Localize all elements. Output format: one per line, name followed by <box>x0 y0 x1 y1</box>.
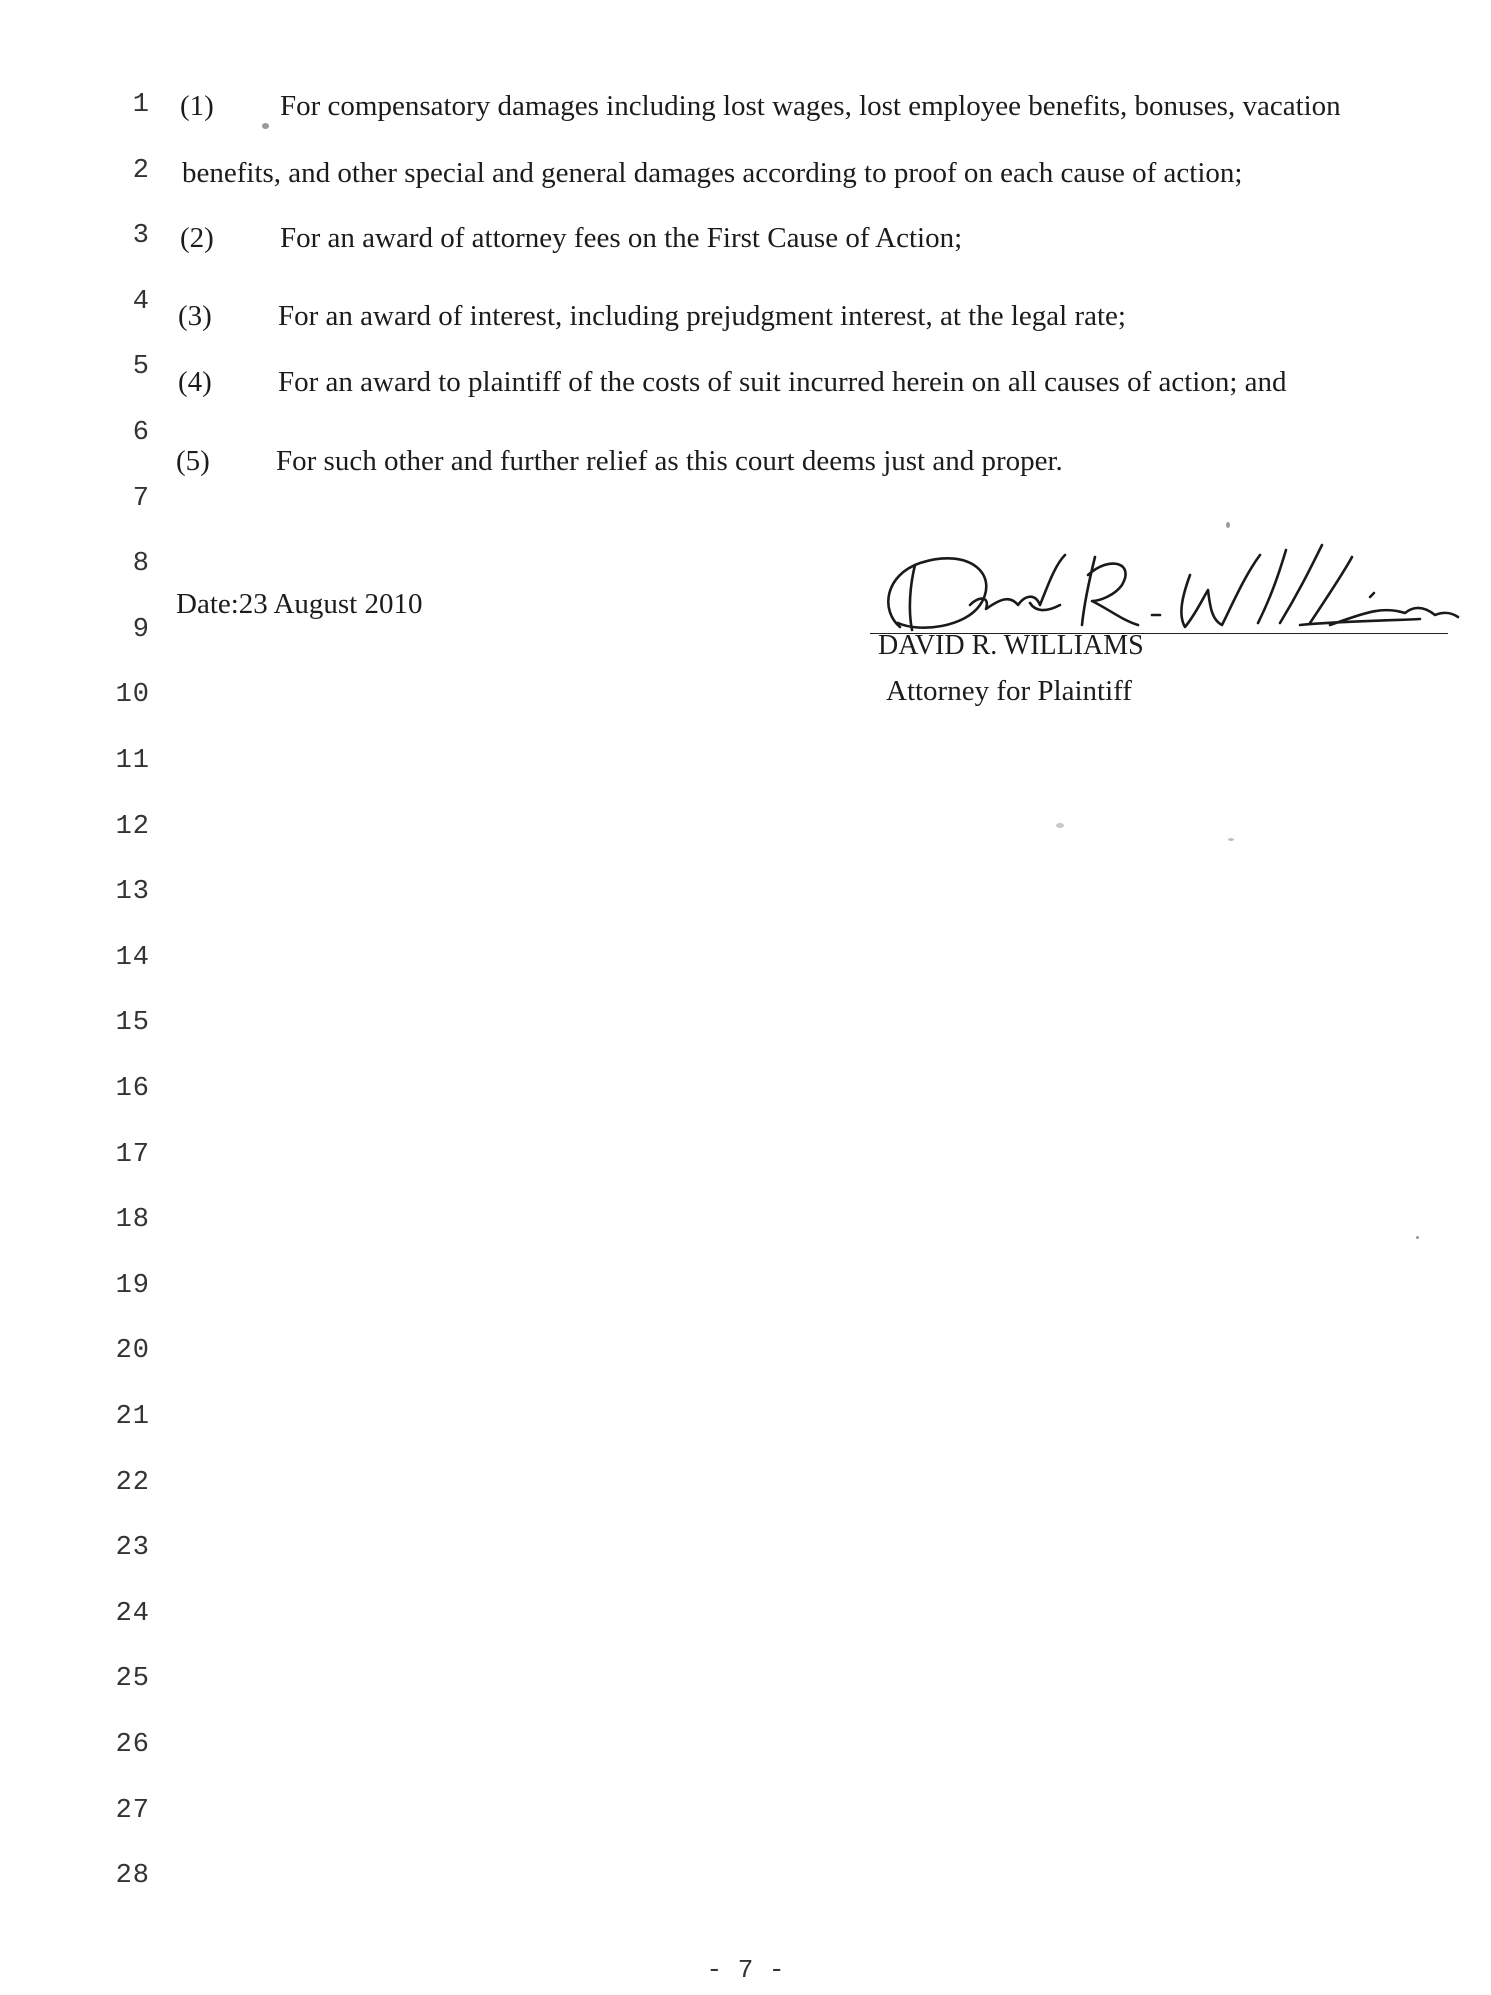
line-number: 11 <box>115 746 150 776</box>
line-number: 15 <box>115 1008 150 1038</box>
line-number: 23 <box>115 1533 150 1563</box>
prayer-item-number: (3) <box>178 300 212 332</box>
line-number: 6 <box>132 418 150 448</box>
line-number: 16 <box>115 1074 150 1104</box>
prayer-item-text: For an award of attorney fees on the First Cause of Action; <box>280 222 963 254</box>
signature-date: Date:23 August 2010 <box>176 588 423 620</box>
line-number: 22 <box>115 1468 150 1498</box>
scan-speck <box>1228 838 1234 841</box>
prayer-item-text: For an award of interest, including prejudgment interest, at the legal rate; <box>278 300 1126 332</box>
line-number: 7 <box>132 484 150 514</box>
prayer-item-number: (2) <box>180 222 214 254</box>
line-number: 25 <box>115 1664 150 1694</box>
line-number: 24 <box>115 1599 150 1629</box>
line-number: 18 <box>115 1205 150 1235</box>
prayer-item-text: For such other and further relief as this court deems just and proper. <box>276 445 1063 477</box>
line-number: 12 <box>115 812 150 842</box>
prayer-item-text: For an award to plaintiff of the costs of suit incurred herein on all causes of action; and <box>278 366 1287 398</box>
handwritten-signature-icon <box>860 535 1460 635</box>
line-number: 27 <box>115 1796 150 1826</box>
scan-speck <box>1056 823 1064 828</box>
page-number: - 7 - <box>706 1955 785 1985</box>
line-number: 28 <box>115 1861 150 1891</box>
prayer-item-text: For compensatory damages including lost wages, lost employee benefits, bonuses, vacation <box>280 90 1341 122</box>
prayer-item-1-continuation: benefits, and other special and general damages according to proof on each cause of action; <box>182 157 1243 189</box>
line-number: 9 <box>132 615 150 645</box>
prayer-item-number: (5) <box>176 445 210 477</box>
line-number: 8 <box>132 549 150 579</box>
signer-name: DAVID R. WILLIAMS <box>878 630 1144 661</box>
line-number: 1 <box>132 90 150 120</box>
scan-speck <box>1226 522 1230 528</box>
signer-title: Attorney for Plaintiff <box>886 675 1132 707</box>
scan-speck <box>1416 1236 1419 1239</box>
line-number: 17 <box>115 1140 150 1170</box>
scan-speck <box>262 123 269 129</box>
prayer-item-number: (4) <box>178 366 212 398</box>
line-number: 20 <box>115 1336 150 1366</box>
line-number: 3 <box>132 221 150 251</box>
line-number: 26 <box>115 1730 150 1760</box>
line-number: 13 <box>115 877 150 907</box>
line-number: 5 <box>132 352 150 382</box>
line-number: 14 <box>115 943 150 973</box>
line-number: 2 <box>132 156 150 186</box>
line-number: 10 <box>115 680 150 710</box>
line-number: 19 <box>115 1271 150 1301</box>
line-number: 21 <box>115 1402 150 1432</box>
line-number: 4 <box>132 287 150 317</box>
line-number-column <box>70 0 150 1995</box>
prayer-item-number: (1) <box>180 90 214 122</box>
